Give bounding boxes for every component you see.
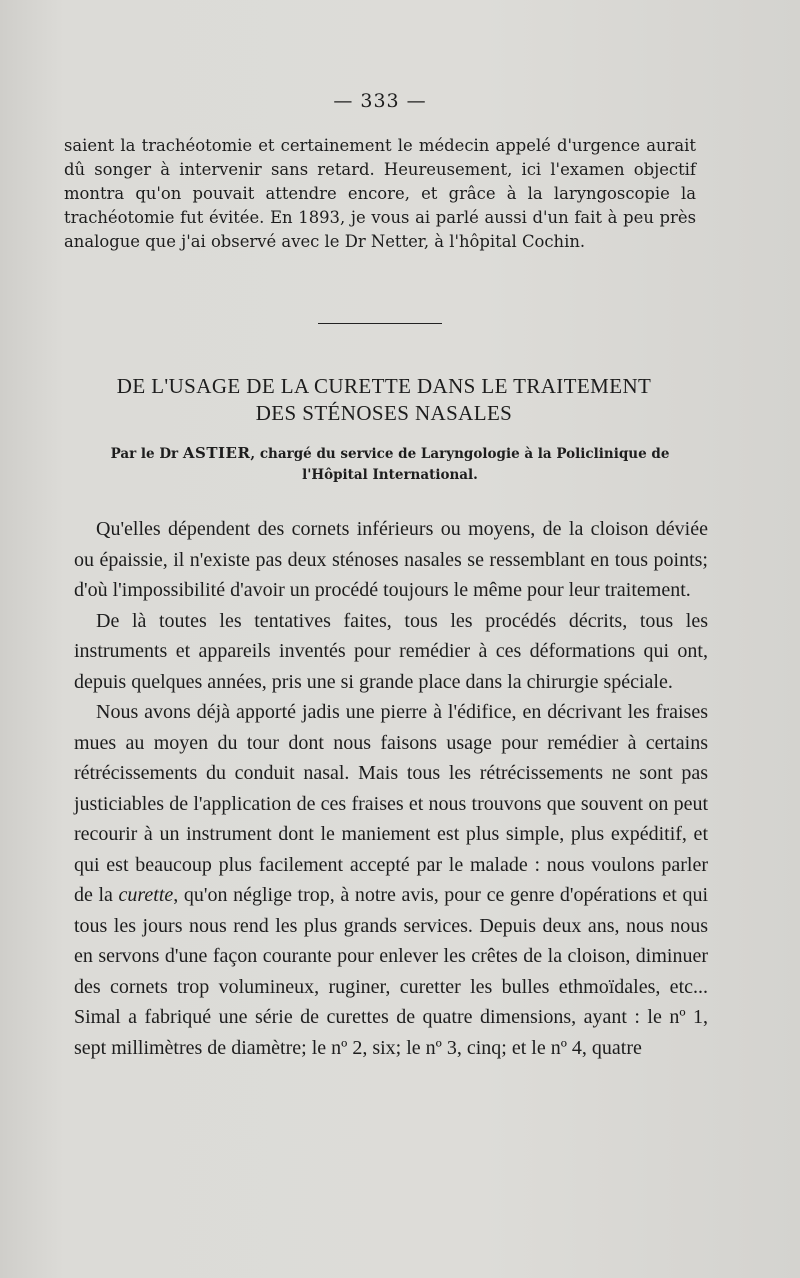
byline-prefix: Par le Dr	[110, 446, 183, 462]
paragraph-text: saient la trachéotomie et certainement le médecin appelé d'urgence aurait dû songer à intervenir sans retard. Heureusement, ici l'examen objectif montra qu'on pouvait attendre encore, et grâce à la laryngoscopie la trachéotomie fut évitée. En 1893, je vous ai parlé aussi d'un fait à peu près analogue que j'ai observé avec le Dr Netter, à l'hôpital Cochin.	[64, 136, 696, 251]
article-title	[60, 373, 708, 427]
body-paragraph-1: Qu'elles dépendent des cornets inférieurs ou moyens, de la cloison déviée ou épaissie, il n'existe pas deux sténoses nasales se ressemblant en tous points; d'où l'impossibilité d'avoir un procédé toujours le même pour leur traitement.	[74, 518, 708, 601]
author-name: ASTIER	[182, 444, 251, 462]
title-line-2: DES STÉNOSES NASALES	[255, 401, 513, 425]
continued-paragraph	[64, 134, 696, 254]
article-body	[74, 514, 708, 1063]
paragraph-3-text-b: , qu'on néglige trop, à notre avis, pour ce genre d'opérations et qui tous les jours nous rend les plus grands services. Depuis deux ans, nous nous en servons d'une façon courante pour enlever les crêtes de la cloison, diminuer des cornets trop volumineux, ruginer, curetter les bulles ethmoïdales, etc... Simal a fabriqué une série de curettes de quatre dimensions, ayant : le nº 1, sept millimètres de diamètre; le nº 2, six; le nº 3, cinq; et le nº 4, quatre	[74, 884, 709, 1059]
section-divider	[318, 323, 442, 324]
body-paragraph-2: De là toutes les tentatives faites, tous les procédés décrits, tous les instruments et appareils inventés pour remédier à ces déformations qui ont, depuis quelques années, pris une si grande place dans la chirurgie spéciale.	[74, 609, 708, 693]
title-line-1: DE L'USAGE DE LA CURETTE DANS LE TRAITEMENT	[116, 374, 652, 398]
page-number: — 333 —	[333, 90, 427, 112]
paragraph-3-text-a: Nous avons déjà apporté jadis une pierre à l'édifice, en décrivant les fraises mues au moyen du tour dont nous faisons usage pour remédier à certains rétrécissements du conduit nasal. Mais tous les rétrécissements ne sont pas justiciables de l'application de ces fraises et nous trouvons que souvent on peut recourir à un instrument dont le maniement est plus simple, plus expéditif, et qui est beaucoup plus facilement accepté par le malade : nous voulons parler de la	[74, 701, 708, 906]
article-byline	[80, 443, 700, 486]
italic-term-curette: curette	[118, 884, 174, 906]
byline-affiliation: , chargé du service de Laryngologie à la Policlinique de l'Hôpital International.	[250, 446, 670, 483]
body-paragraph-3	[74, 697, 708, 1063]
